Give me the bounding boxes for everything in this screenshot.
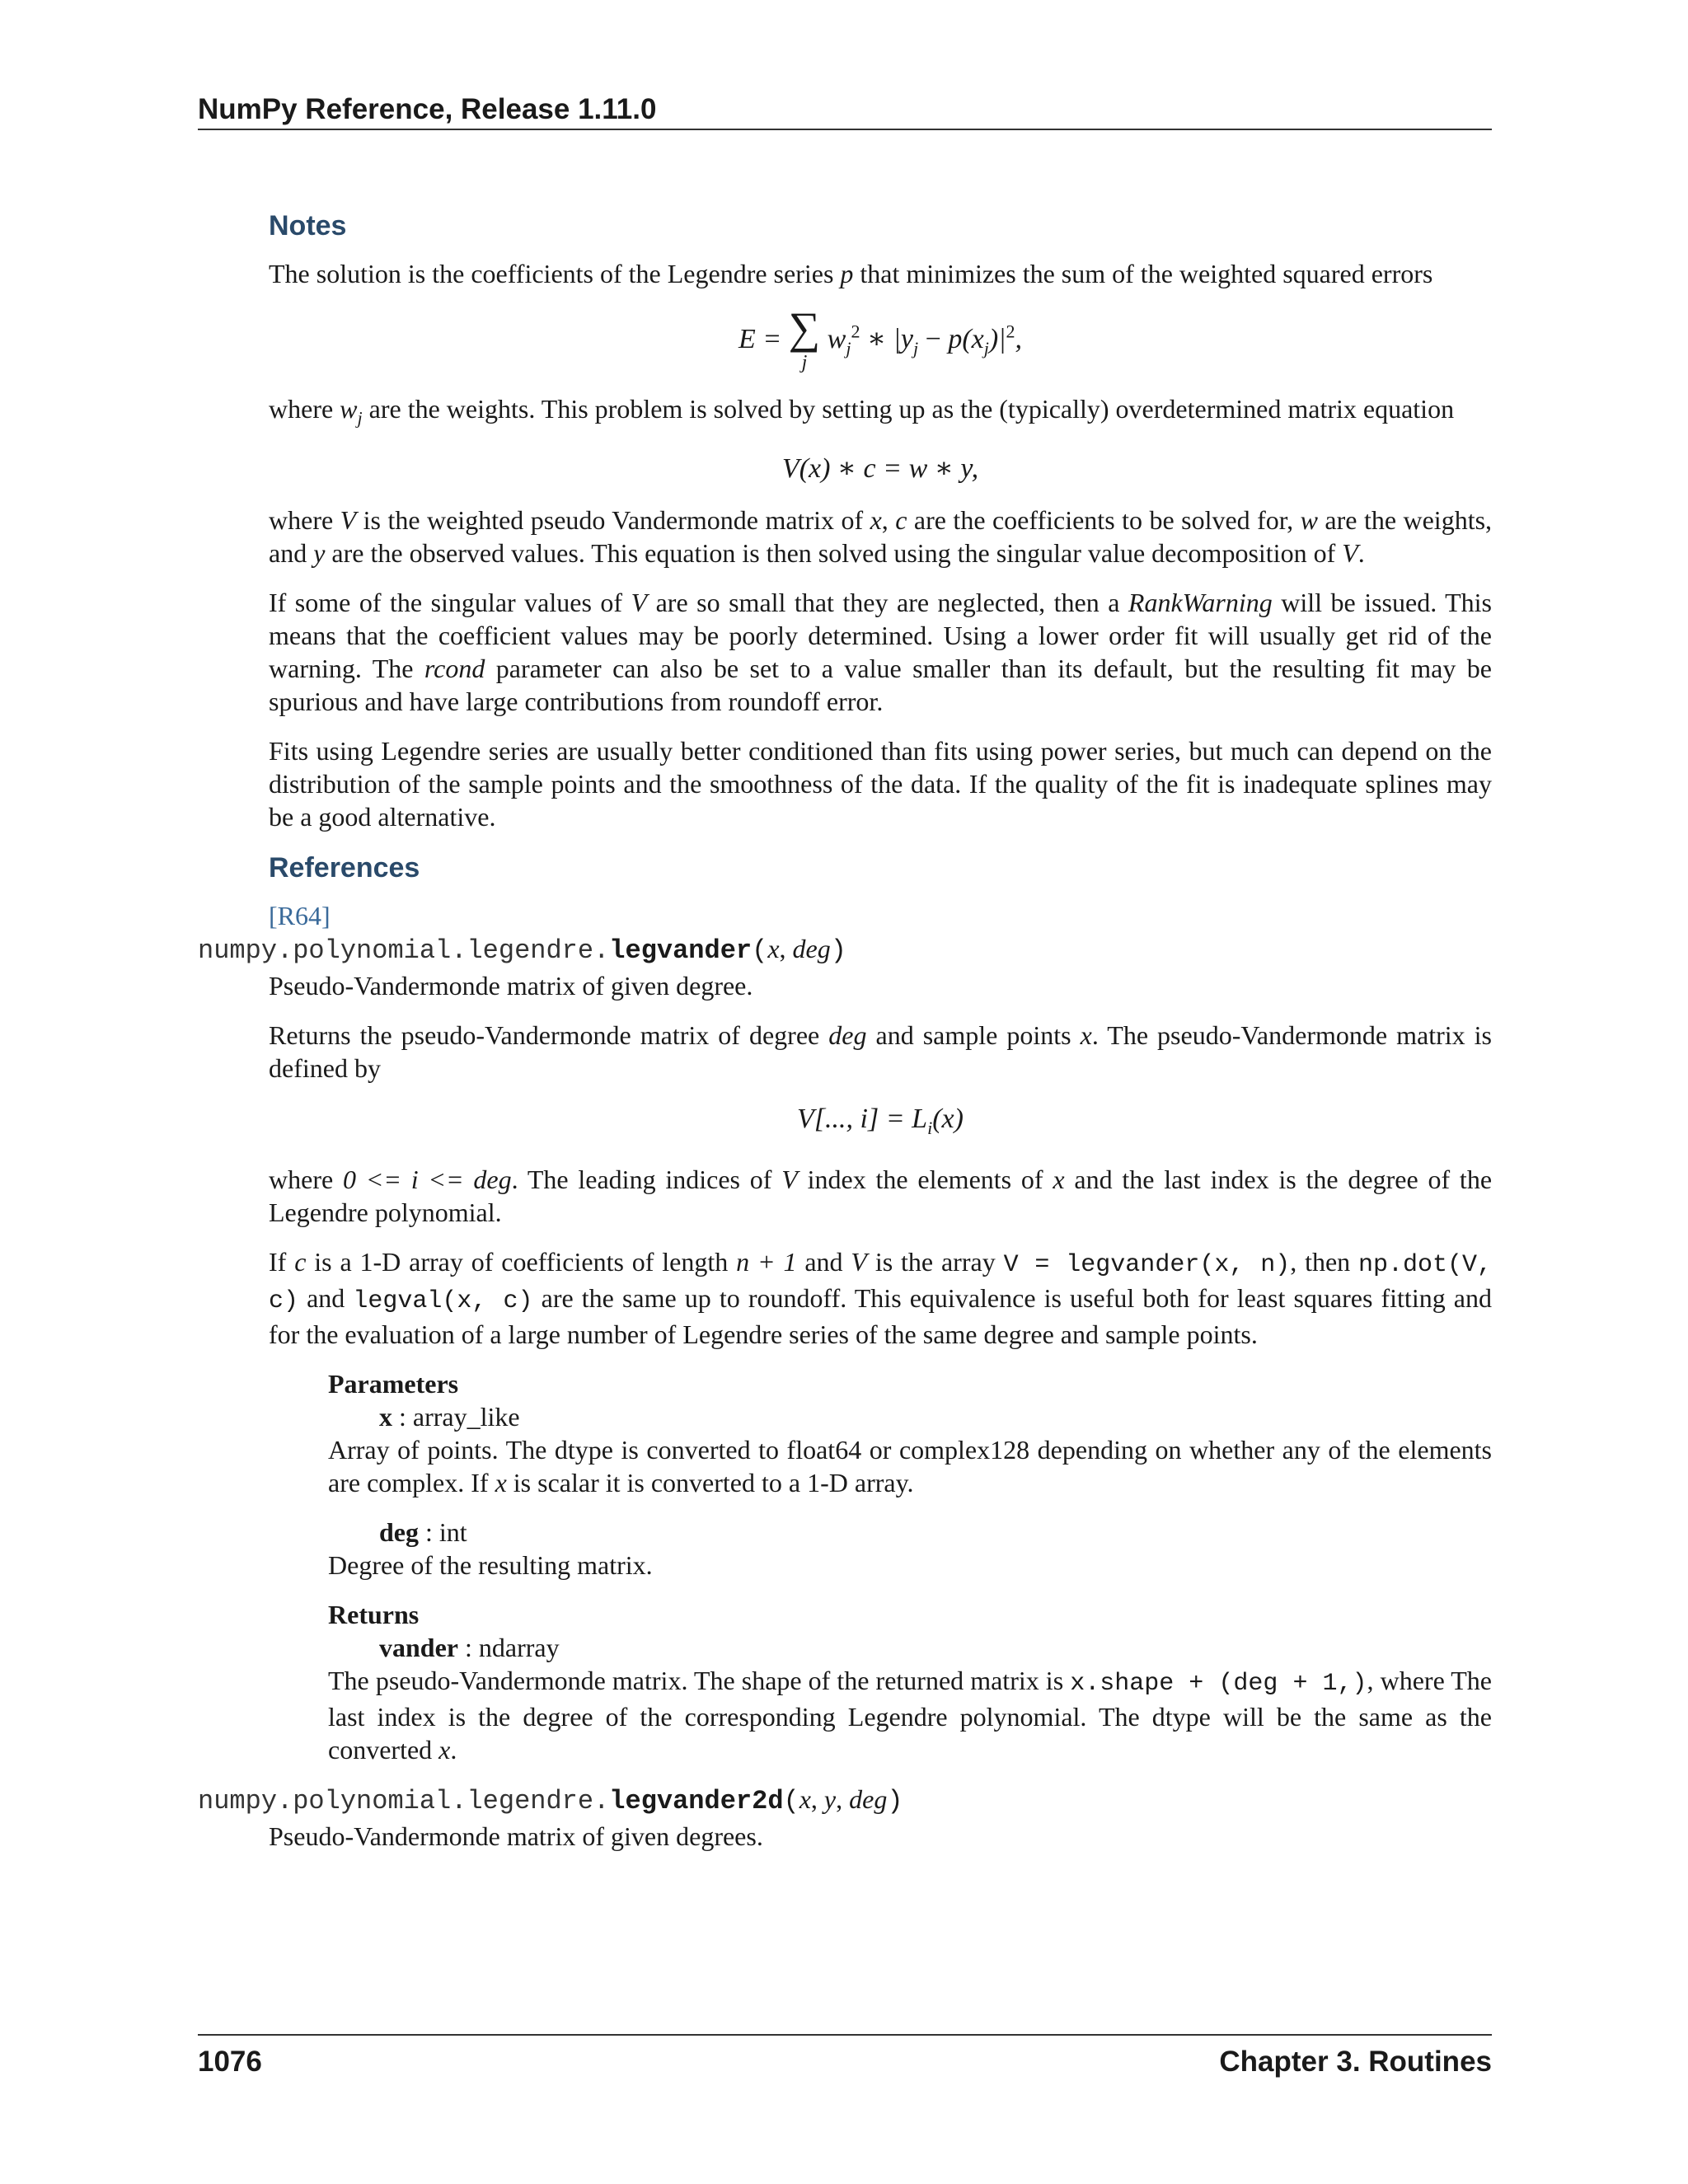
return-vander-description: The pseudo-Vandermonde matrix. The shape of the returned matrix is x.shape + (deg + 1,), where The last index is the degree of the corresponding Legendre polynomial. The dtype will be the same as the converted x. xyxy=(328,1666,1493,1765)
equation-matrix: V(x) ∗ c = w ∗ y, xyxy=(781,453,979,485)
legvander-paragraph-2: where 0 <= i <= deg. The leading indices of V index the elements of x and the last index is the degree of the Legendre polynomial. xyxy=(269,1165,1493,1228)
legvander-summary: Pseudo-Vandermonde matrix of given degree. xyxy=(269,971,753,1001)
reference-entry xyxy=(269,899,1492,932)
reference-link-r64[interactable]: [R64] xyxy=(269,901,331,931)
legvander2d-summary: Pseudo-Vandermonde matrix of given degrees. xyxy=(269,1821,763,1852)
footer-rule xyxy=(198,2034,1492,2036)
notes-paragraph-3: where V is the weighted pseudo Vandermonde matrix of x, c are the coefficients to be solved for, w are the weights, and y are the observed values. This equation is then solved using the singular value decomposition of V. xyxy=(269,505,1493,569)
legvander2d-prefix: numpy.polynomial.legendre. xyxy=(198,1786,610,1817)
header-rule xyxy=(198,129,1492,130)
references-heading: References xyxy=(269,852,420,884)
summation-symbol: ∑ j xyxy=(788,303,821,373)
notes-paragraph-5: Fits using Legendre series are usually better conditioned than fits using power series, but much can depend on the distribution of the sample points and the smoothness of the data. If the quality of the fit is inadequate splines may be a good alternative. xyxy=(269,736,1492,832)
return-vander: vander : ndarray xyxy=(379,1633,560,1663)
running-header: NumPy Reference, Release 1.11.0 xyxy=(198,93,657,125)
page-number: 1076 xyxy=(198,2046,262,2078)
legvander-field-list xyxy=(328,1367,1492,1766)
legvander-name: legvander xyxy=(609,935,753,967)
legvander2d-name: legvander2d xyxy=(609,1786,784,1817)
notes-heading: Notes xyxy=(269,210,347,241)
notes-paragraph-2: where $w_j$ are the weights. This problem is solved by setting up as the (typically) overdetermined matrix equation xyxy=(269,394,1455,429)
returns-label: Returns xyxy=(328,1600,420,1630)
equation-legvander: V[..., $i] = L_i(x)$ xyxy=(797,1104,964,1139)
parameters-label: Parameters xyxy=(328,1369,459,1399)
legvander-paragraph-1: Returns the pseudo-Vandermonde matrix of degree deg and sample points x. The pseudo-Vandermonde matrix is defined by xyxy=(269,1020,1493,1084)
page-content xyxy=(198,191,1493,1869)
equation-weighted-error: E = ∑ j $w_j^2$ ∗ $|y_j - p(x_j)|^2$, xyxy=(269,307,1492,376)
param-deg-description: Degree of the resulting matrix. xyxy=(328,1550,653,1581)
legvander-paragraph-3: If c is a 1-D array of coefficients of length n + 1 and V is the array V = legvander(x, n), then np.dot(V, c) and legval(x, c) are the same up to roundoff. This equivalence is useful both for least squares fitting and for the evaluation of a large number of Legendre series of the same degree and sample points. xyxy=(269,1247,1493,1350)
chapter-title: Chapter 3. Routines xyxy=(1219,2046,1492,2078)
legvander-signature: numpy.polynomial.legendre.legvander(x, deg) xyxy=(198,934,846,967)
notes-paragraph-1: The solution is the coefficients of the Legendre series p that minimizes the sum of the weighted squared errors xyxy=(269,259,1433,288)
legvander2d-signature: numpy.polynomial.legendre.legvander2d(x, y, deg) xyxy=(198,1784,903,1817)
param-x-description: Array of points. The dtype is converted to float64 or complex128 depending on whether any of the elements are complex. If x is scalar it is converted to a 1-D array. xyxy=(328,1435,1492,1498)
param-x: x : array_like xyxy=(379,1402,520,1432)
legvander-prefix: numpy.polynomial.legendre. xyxy=(198,935,610,967)
param-deg: deg : int xyxy=(379,1517,467,1548)
notes-paragraph-4: If some of the singular values of V are so small that they are neglected, then a RankWarning will be issued. This means that the coefficient values may be poorly determined. Using a lower order fit will usually get rid of the warning. The rcond parameter can also be set to a value smaller than its default, but the resulting fit may be spurious and have large contributions from roundoff error. xyxy=(269,588,1493,717)
